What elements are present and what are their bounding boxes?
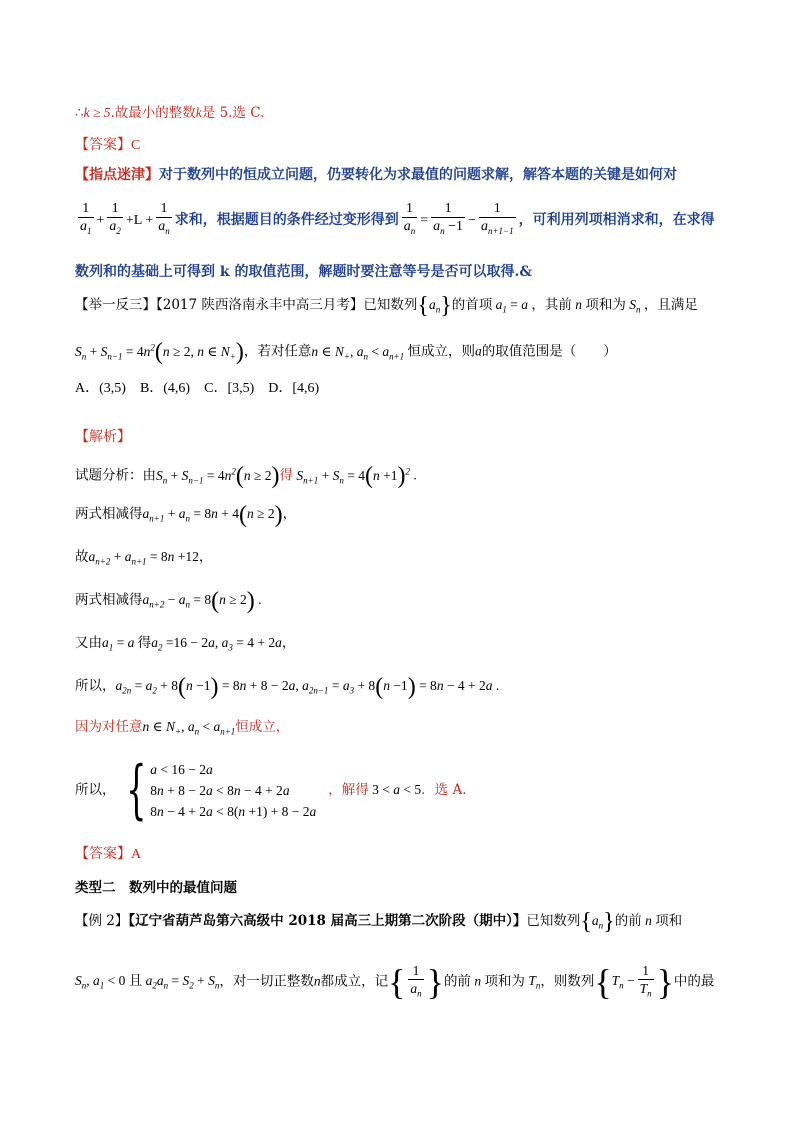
analysis-text-11: 所以， <box>75 782 116 798</box>
analysis-label-text: 【解析】 <box>75 429 131 445</box>
tips-line-1 <box>75 166 677 184</box>
answer2-value: A <box>131 847 142 862</box>
analysis-text-13: ．选 A. <box>421 782 467 798</box>
inequality: k ≥ 5 <box>83 105 111 120</box>
answer-value: C <box>131 138 141 153</box>
analysis-text-5: 两式相减得 <box>75 592 143 609</box>
tips-text-1: 对于数列中的恒成立问题，仍要转化为求最值的问题求解，解答本题的关键是如何对 <box>159 167 677 183</box>
example3-text-6: ，若对任意 <box>243 343 312 360</box>
example2-label: 【例 2】 <box>75 913 129 930</box>
type2-title: 类型二 数列中的最值问题 <box>75 880 237 896</box>
example3-text-5: ，且满足 <box>643 297 698 314</box>
analysis-text-6: 又由 <box>75 635 102 651</box>
tips-label: 【指点迷津】 <box>75 167 159 183</box>
example2-text-6: 的前 <box>443 973 471 990</box>
example2-text-3: 项和 <box>655 913 683 930</box>
option-c: C．[3,5) <box>204 381 255 396</box>
example3-source: 【2017 陕西洛南永丰中高三月考】 <box>156 297 364 314</box>
analysis-line-2: 两式相减得$a_{n+1} + a_n = 8n + 4(n \ge 2)$， <box>75 502 297 528</box>
analysis-label <box>75 428 131 446</box>
option-a: A．(3,5) <box>75 381 126 396</box>
analysis-text-12: ，解得 <box>328 782 369 798</box>
example3-text-8: 的取值范围是（ ） <box>481 343 617 360</box>
analysis-line-5: 又由$a_1 = a$ 得$a_2 =16 - 2a$, $a_3 = 4 + 2a$， <box>75 635 296 653</box>
option-b: B．(4,6) <box>139 381 191 396</box>
line-conclusion <box>75 104 264 122</box>
example2-text-9: 中的最 <box>673 973 715 990</box>
analysis-text-4: 故 <box>75 549 89 565</box>
example2-source: 【辽宁省葫芦岛第六高级中 2018 届高三上期第二次阶段（期中）】 <box>128 913 527 930</box>
example3-line-2: $S_n + S_{n-1} = 4n^2(n \ge 2$, n ∈ $N_+$)，若对任意n ∈ $N_+$, $a_n < a_{n+1}$ 恒成立，则a的取值范围是（ ） <box>75 339 617 366</box>
therefore-symbol: ∴ <box>75 105 84 121</box>
conclusion-text-2: 是 5.选 C. <box>201 105 265 121</box>
example2-line-1: 【例 2】【辽宁省葫芦岛第六高级中 2018 届高三上期第二次阶段（期中）】已知数列$\{a_n\}$的前 n 项和 <box>75 909 683 935</box>
analysis-text-1: 试题分析：由 <box>75 467 156 484</box>
example2-text-1: 已知数列 <box>526 913 581 930</box>
analysis-text-9: 因为对任意 <box>75 719 143 735</box>
answer-label: 【答案】 <box>75 137 131 153</box>
tips-text-4: 数列和的基础上可得到 k 的取值范围，解题时要注意等号是否可以取得.& <box>75 264 532 280</box>
var-k: k <box>195 105 202 120</box>
answer-2 <box>75 845 141 864</box>
example3-text-7: 恒成立，则 <box>407 343 476 360</box>
analysis-text-3: 两式相减得 <box>75 506 143 523</box>
example3-text-2: 的首项 <box>451 297 493 314</box>
inequality-system: { a < 16 − 2a 8n + 8 − 2a < 8n − 4 + 2a 8n − 4 + 2a < 8(n +1) + 8 − 2a <box>125 753 317 827</box>
example3-label: 【举一反三】 <box>75 297 156 314</box>
option-d: D．[4,6) <box>268 381 320 396</box>
analysis-text-10: 恒成立， <box>235 719 290 735</box>
analysis-line-3: 故$a_{n+2} + a_{n+1} = 8n +12$， <box>75 549 213 567</box>
example3-text-1: 已知数列 <box>363 297 418 314</box>
example2-line-2: $S_n$, $a_1 < 0$ 且 $a_2a_n = S_2 + S_n$，对一切正整数n都成立，记{ $\frac{1}{a_n}$ }的前 n 项和为 $T_n$，则数列{$T_n$ − $\frac{1}{T_n}$ }中的最 <box>75 962 715 1003</box>
example2-text-7: 项和为 <box>484 973 525 990</box>
analysis-text-2: 得 <box>279 467 293 484</box>
example3-line-1: 【举一反三】【2017 陕西洛南永丰中高三月考】已知数列$\{a_n\}$的首项 $a_1 = a$ ，其前 n 项和为 $S_n$ ，且满足 <box>75 293 698 319</box>
analysis-text-7: 得 <box>137 635 152 651</box>
example2-text-4: ，对一切正整数 <box>219 973 314 990</box>
example3-text-4: 项和为 <box>585 297 626 314</box>
tips-line-3 <box>75 263 532 281</box>
tips-text-3: ，可利用列项相消求和，在求得 <box>518 211 715 228</box>
example2-text-8: ，则数列 <box>540 973 595 990</box>
analysis-line-6: 所以，$a_{2n} = a_2 + 8(n -1) = 8n + 8 - 2a$, $a_{2n-1} = a_3 + 8(n -1) = 8n - 4 + 2a$ . <box>75 674 500 700</box>
tips-line-2: $\frac{1}{a_1}$ + $\frac{1}{a_2}$ +L + $\frac{1}{a_n}$ 求和，根据题目的条件经过变形得到 $\frac{1}{a_n}$ = $\frac{1}{a_n -1}$ − $\frac{1}{a_{n+1-1}}$ ，可利用列项相消求和，在求得 <box>80 201 715 236</box>
type2-heading <box>75 879 237 897</box>
example3-options <box>75 380 319 398</box>
analysis-line-7: 因为对任意n ∈ $N_+$, $a_n < a_{n+1}$恒成立， <box>75 719 290 737</box>
analysis-line-4: 两式相减得$a_{n+2} - a_n = 8(n \ge 2)$ . <box>75 588 262 614</box>
analysis-line-8: 所以， { a < 16 − 2a 8n + 8 − 2a < 8n − 4 + 2a 8n − 4 + 2a < 8(n +1) + 8 − 2a ，解得 3 < a < 5 ．选 A. <box>75 753 467 827</box>
answer-1 <box>75 136 140 155</box>
analysis-text-8: 所以， <box>75 678 116 695</box>
answer2-label: 【答案】 <box>75 846 131 862</box>
tips-text-2: 求和，根据题目的条件经过变形得到 <box>174 211 399 228</box>
example2-text-2: 的前 <box>614 913 642 930</box>
analysis-line-1: 试题分析：由$S_n + S_{n-1} = 4n^2(n \ge 2)$得 $S_{n+1} + S_n = 4(n +1)^2$ . <box>75 463 417 490</box>
conclusion-text: .故最小的整数 <box>110 105 196 121</box>
example2-text-5: 都成立，记 <box>320 973 389 990</box>
example3-text-3: ，其前 <box>531 297 572 314</box>
